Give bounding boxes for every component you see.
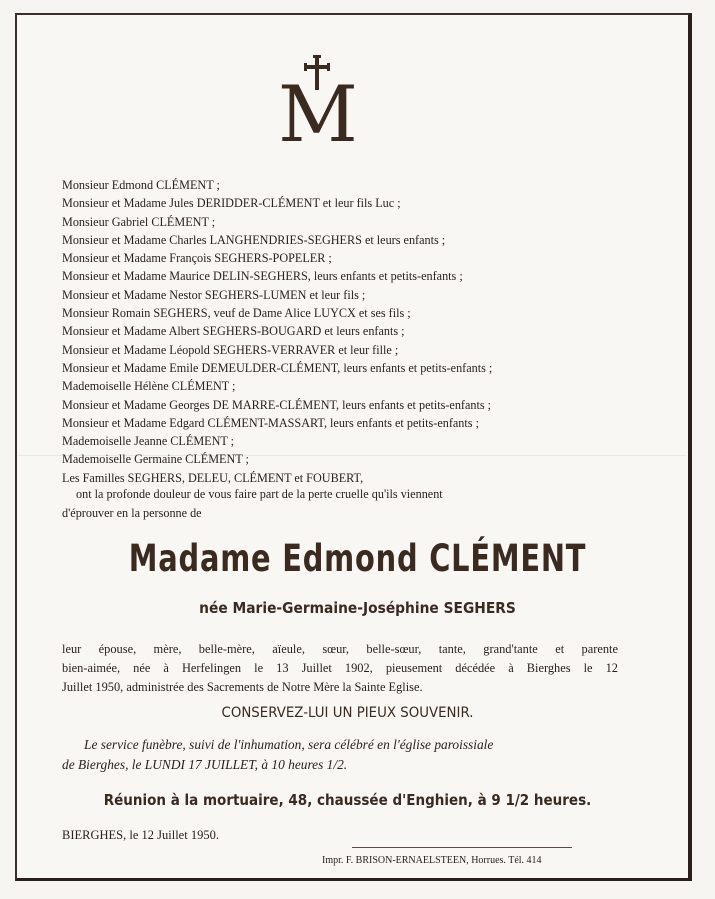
mourners-list — [62, 176, 662, 487]
gathering-info: Réunion à la mortuaire, 48, chaussée d'Enghien, à 9 1/2 heures. — [103, 791, 592, 809]
intro-line: ont la profonde douleur de vous faire part de la perte cruelle qu'ils viennent — [76, 487, 443, 501]
divider-rule — [352, 847, 572, 848]
mourner-line: Monsieur et Madame Maurice DELIN-SEGHERS, leurs enfants et petits-enfants ; — [62, 269, 463, 284]
service-line: de Bierghes, le LUNDI 17 JUILLET, à 10 heures 1/2. — [62, 757, 348, 772]
funeral-service-info — [62, 735, 622, 775]
mourner-line: Monsieur et Madame François SEGHERS-POPELER ; — [62, 251, 332, 266]
mourner-line: Monsieur et Madame Jules DERIDDER-CLÉMENT et leur fils Luc ; — [62, 196, 401, 211]
mourner-line: Monsieur et Madame Emile DEMEULDER-CLÉMENT, leurs enfants et petits-enfants ; — [62, 360, 493, 375]
place-and-date: BIERGHES, le 12 Juillet 1950. — [62, 828, 219, 842]
memorial-motto: CONSERVEZ-LUI UN PIEUX SOUVENIR. — [221, 705, 474, 721]
mourner-line: Monsieur et Madame Nestor SEGHERS-LUMEN et leur fils ; — [62, 287, 366, 302]
deceased-name: Madame Edmond CLÉMENT — [128, 537, 587, 580]
deceased-details — [62, 640, 618, 697]
details-line: Juillet 1950, administrée des Sacrements de Notre Mère la Sainte Eglise. — [62, 680, 423, 694]
mourner-line: Monsieur et Madame Albert SEGHERS-BOUGARD et leurs enfants ; — [62, 324, 405, 339]
mourner-line: Monsieur et Madame Charles LANGHENDRIES-SEGHERS et leurs enfants ; — [62, 232, 446, 247]
mourner-line: Mademoiselle Hélène CLÉMENT ; — [62, 379, 236, 394]
mourner-line: Monsieur Romain SEGHERS, veuf de Dame Alice LUYCX et ses fils ; — [62, 306, 411, 321]
mourner-line: Mademoiselle Germaine CLÉMENT ; — [62, 452, 249, 467]
announcement-intro — [62, 485, 662, 523]
details-line: leur épouse, mère, belle-mère, aïeule, sœur, belle-sœur, tante, grand'tante et parente — [62, 642, 618, 656]
mourner-line: Les Familles SEGHERS, DELEU, CLÉMENT et FOUBERT, — [62, 470, 364, 485]
service-line: Le service funèbre, suivi de l'inhumation, sera célébré en l'église paroissiale — [84, 737, 494, 752]
mourner-line: Monsieur Edmond CLÉMENT ; — [62, 178, 220, 192]
birth-name: née Marie-Germaine-Joséphine SEGHERS — [199, 599, 516, 617]
mourner-line: Monsieur Gabriel CLÉMENT ; — [62, 214, 216, 229]
mourner-line: Mademoiselle Jeanne CLÉMENT ; — [62, 434, 235, 449]
intro-line: d'éprouver en la personne de — [62, 506, 202, 520]
mourner-line: Monsieur et Madame Edgard CLÉMENT-MASSART, leurs enfants et petits-enfants ; — [62, 415, 479, 430]
monogram-letter: M — [278, 70, 358, 160]
printer-credit: Impr. F. BRISON-ERNAELSTEEN, Horrues. Tél. 414 — [322, 855, 542, 866]
details-line: bien-aimée, née à Herfelingen le 13 Juillet 1902, pieusement décédée à Bierghes le 12 — [62, 661, 618, 675]
mourner-line: Monsieur et Madame Léopold SEGHERS-VERRAVER et leur fille ; — [62, 342, 399, 357]
mourner-line: Monsieur et Madame Georges DE MARRE-CLÉMENT, leurs enfants et petits-enfants ; — [62, 397, 492, 412]
